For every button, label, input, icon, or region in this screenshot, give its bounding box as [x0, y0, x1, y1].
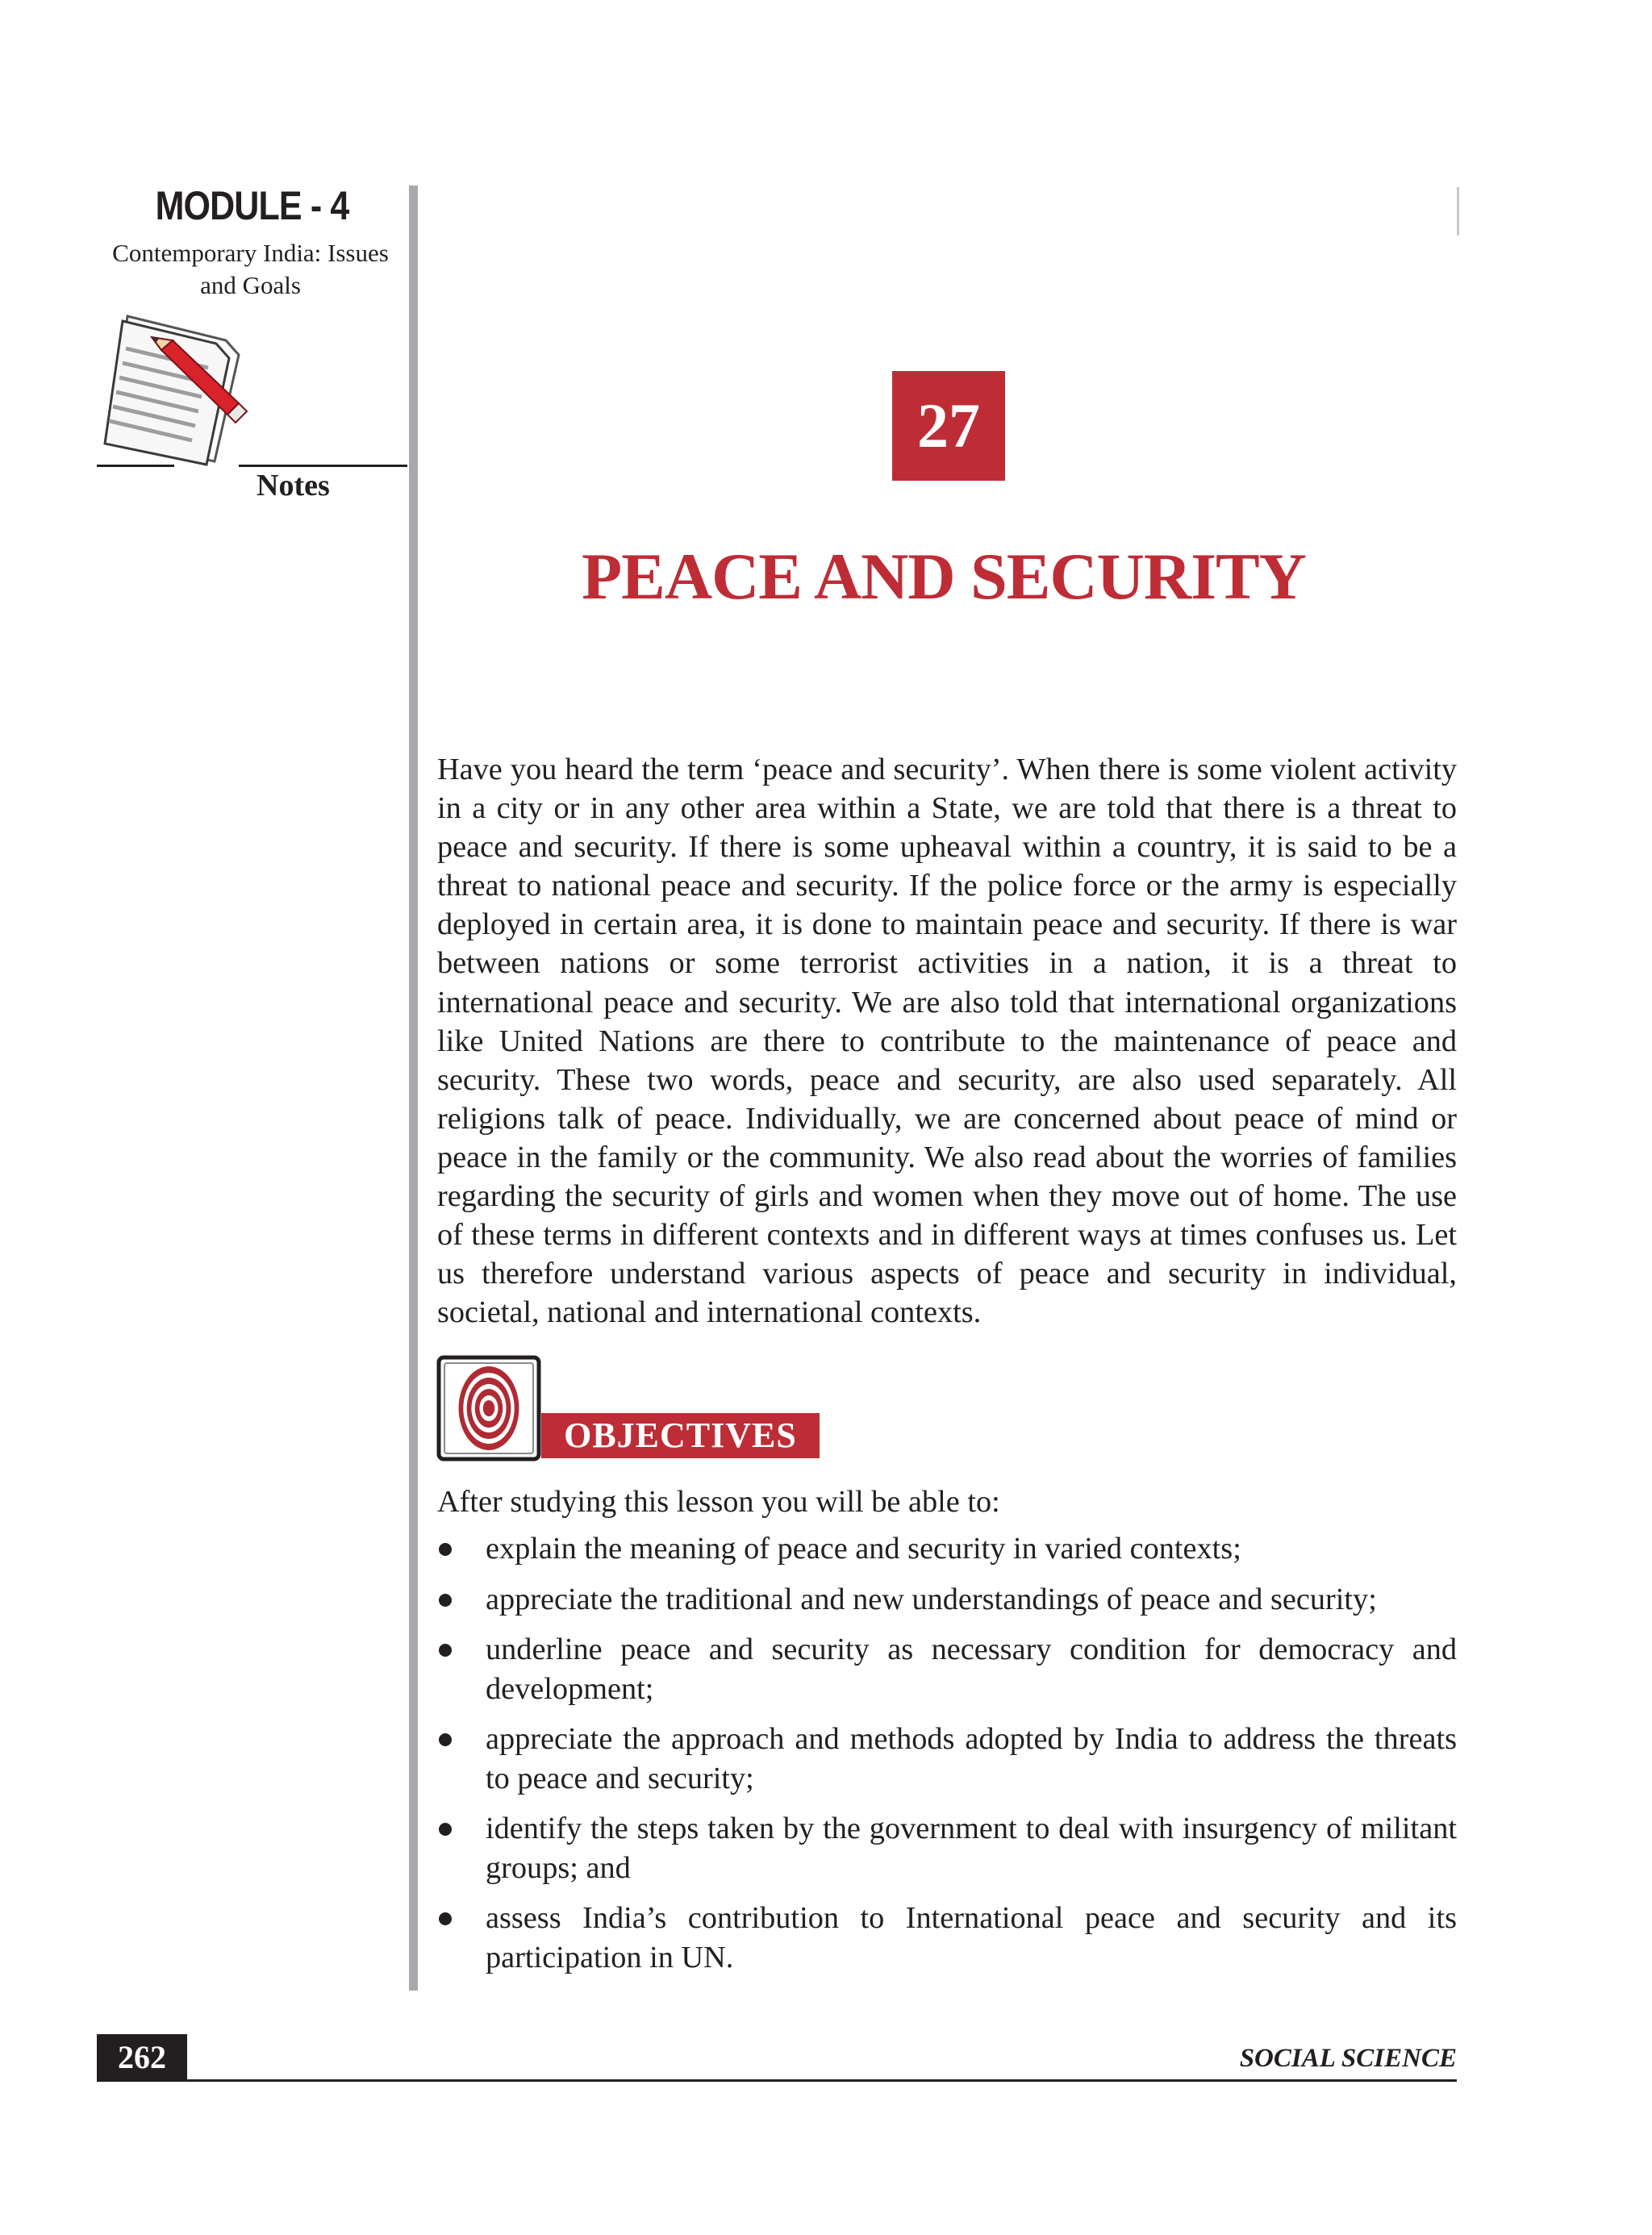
list-item — [437, 1899, 1457, 1977]
list-item — [437, 1580, 1457, 1620]
objective-text: assess India’s contribution to International peace and security and its participation in UN. — [486, 1901, 1457, 1974]
objectives-list — [437, 1529, 1457, 1988]
objective-text: underline peace and security as necessary condition for democracy and development; — [486, 1632, 1457, 1706]
objective-text: identify the steps taken by the government to deal with insurgency of militant groups; and — [486, 1812, 1457, 1885]
objective-text: appreciate the traditional and new understandings of peace and security; — [486, 1582, 1377, 1616]
bullet-icon — [439, 1644, 452, 1657]
bullet-icon — [439, 1543, 452, 1556]
list-item — [437, 1529, 1457, 1569]
sidebar-divider — [409, 186, 418, 1991]
module-subtitle — [95, 237, 406, 302]
objectives-intro: After studying this lesson you will be able to: — [437, 1485, 1000, 1519]
notes-rule-right — [239, 465, 407, 467]
page-number: 262 — [97, 2034, 187, 2081]
module-subtitle-line1: Contemporary India: Issues — [112, 239, 389, 267]
target-icon — [436, 1355, 541, 1462]
objectives-label: OBJECTIVES — [541, 1413, 820, 1458]
module-subtitle-line2: and Goals — [200, 271, 301, 299]
notepad-pencil-icon — [95, 308, 257, 487]
footer-book-title: SOCIAL SCIENCE — [1239, 2044, 1457, 2073]
objective-text: explain the meaning of peace and security in varied contexts; — [486, 1532, 1241, 1566]
objective-text: appreciate the approach and methods adopted by India to address the threats to peace and security; — [486, 1722, 1457, 1795]
footer-rule — [97, 2079, 1457, 2082]
list-item — [437, 1720, 1457, 1798]
notes-label: Notes — [257, 469, 330, 502]
intro-paragraph: Have you heard the term ‘peace and security’. When there is some violent activity in a city or in any other area within a State, we are told that there is a threat to peace and security. If there is some upheaval within a country, it is said to be a threat to national peace and security. If the police force or the army is especially deployed in certain area, it is done to maintain peace and security. If there is war between nations or some terrorist activities in a nation, it is a threat to international peace and security. We are also told that international organizations like United Nations are there to contribute to the maintenance of peace and security. These two words, peace and security, are also used separately. All religions talk of peace. Individually, we are concerned about peace of mind or peace in the family or the community. We also read about the worries of families regarding the security of girls and women when they move out of home. The use of these terms in different contexts and in different ways at times confuses us. Let us therefore understand various aspects of peace and security in individual, societal, national and international contexts. — [437, 753, 1457, 1330]
bullet-icon — [439, 1823, 452, 1836]
chapter-title: PEACE AND SECURITY — [582, 540, 1306, 613]
bullet-icon — [439, 1733, 452, 1746]
list-item — [437, 1630, 1457, 1708]
chapter-number: 27 — [892, 371, 1005, 481]
notes-rule-left — [97, 465, 174, 467]
list-item — [437, 1809, 1457, 1887]
top-right-tick — [1457, 187, 1459, 236]
bullet-icon — [439, 1594, 452, 1607]
bullet-icon — [439, 1912, 452, 1925]
module-title: MODULE - 4 — [155, 183, 349, 228]
